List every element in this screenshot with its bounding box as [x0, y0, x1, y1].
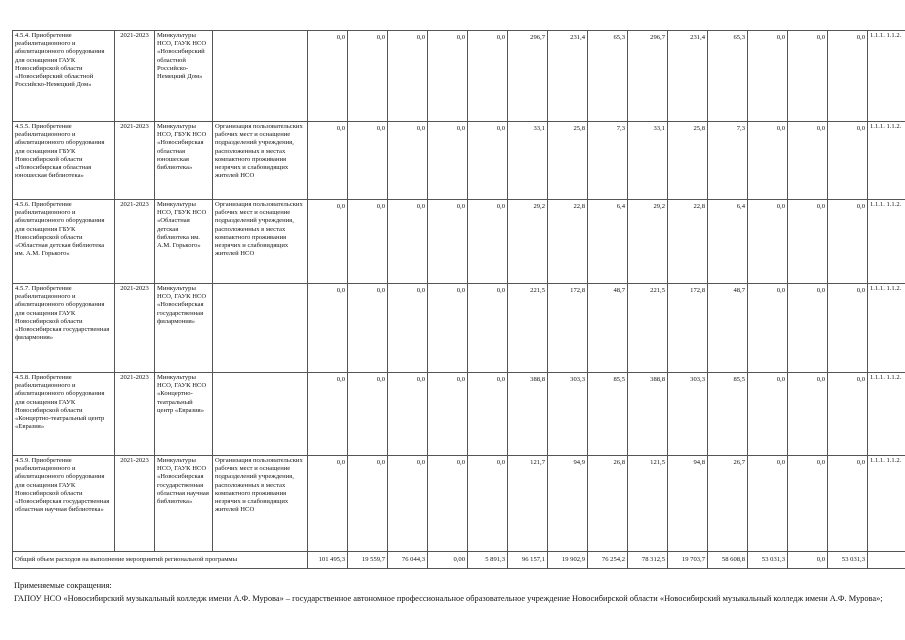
indicator-code-cell: 1.1.1. 1.1.2. [868, 373, 905, 456]
amount-cell: 0,0 [748, 31, 788, 122]
amount-cell: 221,5 [508, 284, 548, 373]
amount-cell: 85,5 [588, 373, 628, 456]
amount-cell: 0,0 [828, 122, 868, 200]
activity-name-cell: 4.5.7. Приобретение реабилитационного и абилитационного оборудования для оснащения ГАУК Новосибирской области «Новосибирская государственная филармония» [13, 284, 115, 373]
executor-cell: Минкультуры НСО, ГАУК НСО «Новосибирский областной Российско-Немецкий Дом» [155, 31, 213, 122]
amount-cell: 0,0 [468, 373, 508, 456]
table-row [13, 373, 905, 456]
amount-cell: 0,0 [788, 122, 828, 200]
executor-cell: Минкультуры НСО, ГАУК НСО «Новосибирская государственная областная научная библиотека» [155, 456, 213, 552]
total-amount-cell: 58 608,8 [708, 552, 748, 569]
amount-cell: 25,8 [548, 122, 588, 200]
total-amount-cell: 78 312,5 [628, 552, 668, 569]
amount-cell: 0,0 [308, 373, 348, 456]
activity-name-cell: 4.5.6. Приобретение реабилитационного и абилитационного оборудования для оснащения ГБУК Новосибирской области «Областная детская библиотека им. А.М. Горького» [13, 200, 115, 284]
amount-cell: 0,0 [828, 31, 868, 122]
amount-cell: 172,8 [548, 284, 588, 373]
amount-cell: 231,4 [668, 31, 708, 122]
amount-cell: 0,0 [348, 200, 388, 284]
total-amount-cell: 76 254,2 [588, 552, 628, 569]
amount-cell: 0,0 [788, 284, 828, 373]
total-amount-cell: 19 902,9 [548, 552, 588, 569]
amount-cell: 65,3 [708, 31, 748, 122]
executor-cell: Минкультуры НСО, ГАУК НСО «Новосибирская государственная филармония» [155, 284, 213, 373]
amount-cell: 0,0 [468, 31, 508, 122]
executor-cell: Минкультуры НСО, ГБУК НСО «Новосибирская областная юношеская библиотека» [155, 122, 213, 200]
table-row [13, 200, 905, 284]
amount-cell: 0,0 [468, 122, 508, 200]
period-cell: 2021-2023 [115, 456, 155, 552]
amount-cell: 0,0 [788, 456, 828, 552]
abbreviations-heading: Применяемые сокращения: [14, 581, 112, 590]
total-row [13, 552, 905, 569]
total-amount-cell: 53 031,3 [828, 552, 868, 569]
amount-cell: 0,0 [388, 122, 428, 200]
amount-cell: 0,0 [428, 456, 468, 552]
result-cell [213, 284, 308, 373]
indicator-code-cell: 1.1.1. 1.1.2. [868, 122, 905, 200]
amount-cell: 94,9 [548, 456, 588, 552]
amount-cell: 121,7 [508, 456, 548, 552]
amount-cell: 29,2 [628, 200, 668, 284]
amount-cell: 121,5 [628, 456, 668, 552]
amount-cell: 0,0 [428, 31, 468, 122]
result-cell: Организация пользовательских рабочих мест и оснащение подразделений учреждения, расположенных в местах компактного проживания незрячих и слабовидящих жителей НСО [213, 200, 308, 284]
amount-cell: 0,0 [388, 284, 428, 373]
result-cell [213, 31, 308, 122]
amount-cell: 0,0 [348, 284, 388, 373]
amount-cell: 231,4 [548, 31, 588, 122]
amount-cell: 303,3 [668, 373, 708, 456]
indicator-code-cell: 1.1.1. 1.1.2. [868, 200, 905, 284]
amount-cell: 0,0 [308, 200, 348, 284]
amount-cell: 0,0 [788, 200, 828, 284]
amount-cell: 221,5 [628, 284, 668, 373]
period-cell: 2021-2023 [115, 200, 155, 284]
amount-cell: 26,8 [588, 456, 628, 552]
amount-cell: 0,0 [748, 456, 788, 552]
amount-cell: 0,0 [388, 200, 428, 284]
amount-cell: 0,0 [308, 122, 348, 200]
total-amount-cell: 19 703,7 [668, 552, 708, 569]
amount-cell: 0,0 [348, 373, 388, 456]
indicator-code-cell: 1.1.1. 1.1.2. [868, 284, 905, 373]
amount-cell: 296,7 [628, 31, 668, 122]
activity-name-cell: 4.5.9. Приобретение реабилитационного и абилитационного оборудования для оснащения ГАУК Новосибирской области «Новосибирская государственная областная научная библиотека» [13, 456, 115, 552]
amount-cell: 0,0 [388, 373, 428, 456]
executor-cell: Минкультуры НСО, ГАУК НСО «Концертно-театральный центр «Евразия» [155, 373, 213, 456]
period-cell: 2021-2023 [115, 31, 155, 122]
total-amount-cell: 76 044,3 [388, 552, 428, 569]
amount-cell: 0,0 [428, 122, 468, 200]
amount-cell: 0,0 [748, 284, 788, 373]
amount-cell: 0,0 [788, 373, 828, 456]
period-cell: 2021-2023 [115, 373, 155, 456]
amount-cell: 0,0 [428, 373, 468, 456]
amount-cell: 94,8 [668, 456, 708, 552]
amount-cell: 0,0 [348, 456, 388, 552]
amount-cell: 0,0 [428, 200, 468, 284]
indicator-code-cell: 1.1.1. 1.1.2. [868, 456, 905, 552]
amount-cell: 25,8 [668, 122, 708, 200]
amount-cell: 172,8 [668, 284, 708, 373]
amount-cell: 0,0 [308, 456, 348, 552]
amount-cell: 22,8 [668, 200, 708, 284]
amount-cell: 7,3 [708, 122, 748, 200]
activity-name-cell: 4.5.5. Приобретение реабилитационного и абилитационного оборудования для оснащения ГБУК Новосибирской области «Новосибирская областная юношеская библиотека» [13, 122, 115, 200]
program-activities-table [12, 30, 905, 569]
amount-cell: 0,0 [388, 31, 428, 122]
period-cell: 2021-2023 [115, 122, 155, 200]
amount-cell: 0,0 [428, 284, 468, 373]
abbreviations-notes [14, 581, 894, 606]
amount-cell: 0,0 [828, 200, 868, 284]
amount-cell: 85,5 [708, 373, 748, 456]
total-amount-cell: 96 157,1 [508, 552, 548, 569]
result-cell: Организация пользовательских рабочих мест и оснащение подразделений учреждения, расположенных в местах компактного проживания незрячих и слабовидящих жителей НСО [213, 122, 308, 200]
table-row [13, 31, 905, 122]
amount-cell: 0,0 [828, 373, 868, 456]
amount-cell: 48,7 [588, 284, 628, 373]
indicator-code-cell: 1.1.1. 1.1.2. [868, 31, 905, 122]
amount-cell: 6,4 [708, 200, 748, 284]
amount-cell: 388,8 [508, 373, 548, 456]
amount-cell: 0,0 [788, 31, 828, 122]
amount-cell: 0,0 [468, 200, 508, 284]
total-code-cell [868, 552, 905, 569]
total-amount-cell: 0,00 [428, 552, 468, 569]
executor-cell: Минкультуры НСО, ГБУК НСО «Областная детская библиотека им. А.М. Горького» [155, 200, 213, 284]
amount-cell: 296,7 [508, 31, 548, 122]
amount-cell: 48,7 [708, 284, 748, 373]
total-label: Общий объем расходов на выполнение мероприятий региональной программы [13, 552, 308, 569]
amount-cell: 0,0 [388, 456, 428, 552]
table-row [13, 122, 905, 200]
activity-name-cell: 4.5.8. Приобретение реабилитационного и абилитационного оборудования для оснащения ГАУК Новосибирской области «Концертно-театральный центр «Евразия» [13, 373, 115, 456]
amount-cell: 0,0 [348, 31, 388, 122]
amount-cell: 0,0 [308, 31, 348, 122]
amount-cell: 0,0 [748, 373, 788, 456]
table-row [13, 456, 905, 552]
period-cell: 2021-2023 [115, 284, 155, 373]
total-amount-cell: 0,0 [788, 552, 828, 569]
total-amount-cell: 5 891,3 [468, 552, 508, 569]
result-cell: Организация пользовательских рабочих мест и оснащение подразделений учреждения, расположенных в местах компактного проживания незрячих и слабовидящих жителей НСО [213, 456, 308, 552]
amount-cell: 0,0 [748, 122, 788, 200]
amount-cell: 0,0 [468, 284, 508, 373]
amount-cell: 388,8 [628, 373, 668, 456]
amount-cell: 22,8 [548, 200, 588, 284]
total-amount-cell: 101 495,3 [308, 552, 348, 569]
amount-cell: 65,3 [588, 31, 628, 122]
amount-cell: 33,1 [628, 122, 668, 200]
amount-cell: 0,0 [828, 456, 868, 552]
abbreviation-line: ГАПОУ НСО «Новосибирский музыкальный колледж имени А.Ф. Мурова» – государственное автономное профессиональное образовательное учреждение Новосибирской области «Новосибирский музыкальный колледж имени А.Ф. Мурова»; [14, 593, 883, 603]
amount-cell: 7,3 [588, 122, 628, 200]
amount-cell: 0,0 [828, 284, 868, 373]
amount-cell: 303,3 [548, 373, 588, 456]
result-cell [213, 373, 308, 456]
amount-cell: 33,1 [508, 122, 548, 200]
total-amount-cell: 53 031,3 [748, 552, 788, 569]
amount-cell: 6,4 [588, 200, 628, 284]
amount-cell: 29,2 [508, 200, 548, 284]
amount-cell: 26,7 [708, 456, 748, 552]
activity-name-cell: 4.5.4. Приобретение реабилитационного и абилитационного оборудования для оснащения ГАУК Новосибирской области «Новосибирский областной Российско-Немецкий Дом» [13, 31, 115, 122]
amount-cell: 0,0 [468, 456, 508, 552]
amount-cell: 0,0 [308, 284, 348, 373]
total-amount-cell: 19 559,7 [348, 552, 388, 569]
table-row [13, 284, 905, 373]
amount-cell: 0,0 [348, 122, 388, 200]
amount-cell: 0,0 [748, 200, 788, 284]
